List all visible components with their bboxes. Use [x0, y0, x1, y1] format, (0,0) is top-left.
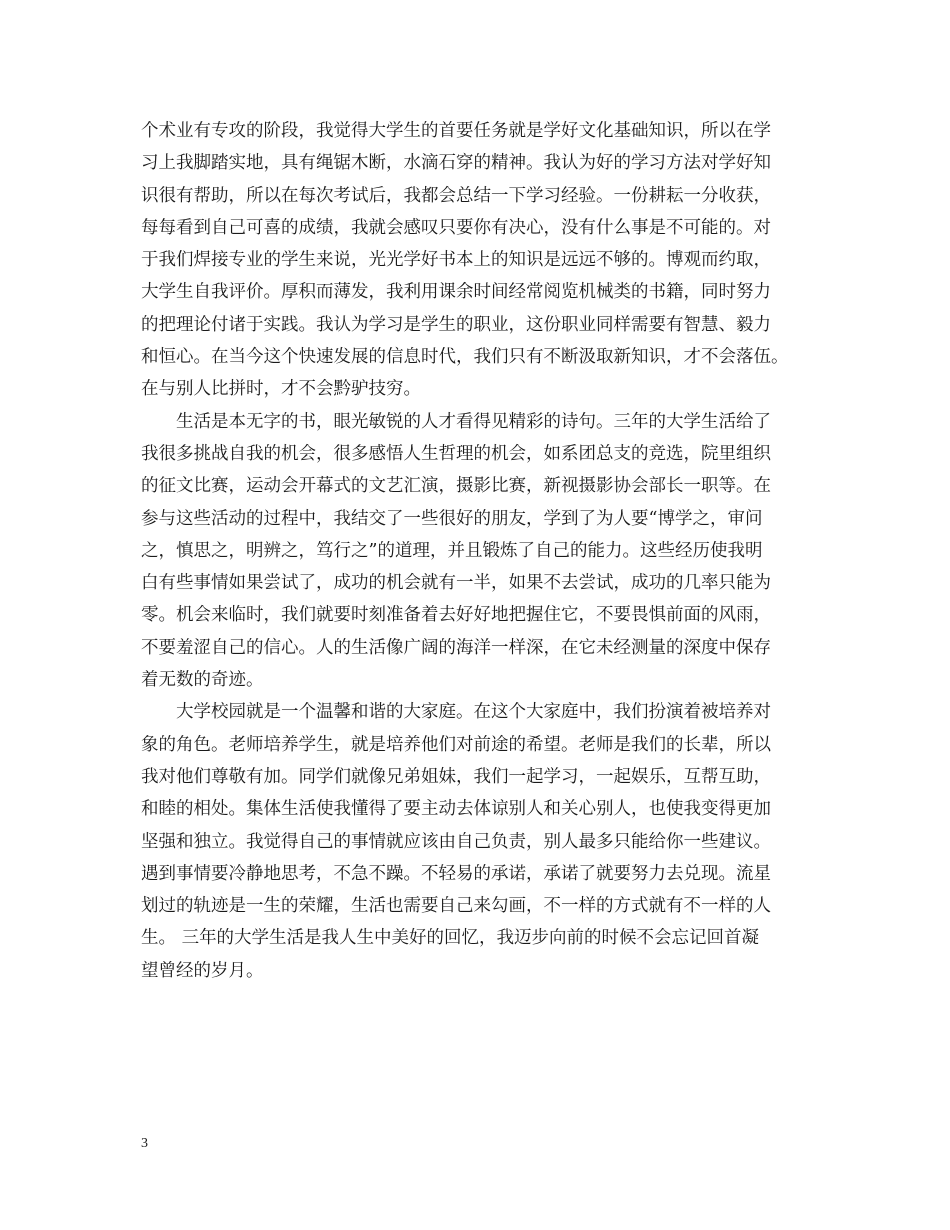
paragraph-1	[141, 115, 826, 406]
text-line: 我对他们尊敬有加。同学们就像兄弟姐妹，我们一起学习，一起娱乐，互帮互助，	[141, 766, 771, 787]
text-line: 坚强和独立。我觉得自己的事情就应该由自己负责，别人最多只能给你一些建议。	[141, 831, 771, 852]
text-line: 和睦的相处。集体生活使我懂得了要主动去体谅别人和关心别人，也使我变得更加	[141, 799, 771, 820]
text-line: 识很有帮助，所以在每次考试后，我都会总结一下学习经验。一份耕耘一分收获，	[141, 185, 771, 206]
text-line: 生活是本无字的书，眼光敏锐的人才看得见精彩的诗句。三年的大学生活给了	[176, 411, 771, 432]
text-line: 象的角色。老师培养学生，就是培养他们对前途的希望。老师是我们的长辈，所以	[141, 734, 771, 755]
text-line: 大学校园就是一个温馨和谐的大家庭。在这个大家庭中，我们扮演着被培养对	[176, 702, 771, 723]
text-line: 划过的轨迹是一生的荣耀，生活也需要自己来勾画，不一样的方式就有不一样的人	[141, 896, 771, 917]
text-line: 个术业有专攻的阶段，我觉得大学生的首要任务就是学好文化基础知识，所以在学	[141, 121, 771, 141]
text-line: 的把理论付诸于实践。我认为学习是学生的职业，这份职业同样需要有智慧、毅力	[141, 314, 771, 335]
text-line: 每每看到自己可喜的成绩，我就会感叹只要你有决心，没有什么事是不可能的。对	[141, 217, 771, 238]
paragraph-2	[141, 406, 826, 697]
text-line: 参与这些活动的过程中，我结交了一些很好的朋友，学到了为人要“博学之，审问	[141, 508, 763, 529]
text-line: 习上我脚踏实地，具有绳锯木断，水滴石穿的精神。我认为好的学习方法对学好知	[141, 153, 771, 174]
text-line: 生。 三年的大学生活是我人生中美好的回忆，我迈步向前的时候不会忘记回首凝	[141, 928, 760, 949]
paragraph-3	[141, 696, 826, 987]
text-line: 在与别人比拼时，才不会黔驴技穷。	[141, 379, 421, 400]
text-line: 零。机会来临时，我们就要时刻准备着去好好地把握住它，不要畏惧前面的风雨，	[141, 605, 771, 626]
text-line: 和恒心。在当今这个快速发展的信息时代，我们只有不断汲取新知识，才不会落伍。	[141, 347, 789, 368]
text-line: 着无数的奇迹。	[141, 670, 264, 691]
text-line: 不要羞涩自己的信心。人的生活像广阔的海洋一样深，在它未经测量的深度中保存	[141, 637, 771, 658]
text-line: 我很多挑战自我的机会，很多感悟人生哲理的机会，如系团总支的竞选，院里组织	[141, 443, 771, 464]
text-line: 遇到事情要冷静地思考，不急不躁。不轻易的承诺，承诺了就要努力去兑现。流星	[141, 863, 771, 884]
text-line: 大学生自我评价。厚积而薄发，我利用课余时间经常阅览机械类的书籍，同时努力	[141, 282, 771, 303]
text-line: 望曾经的岁月。	[141, 960, 264, 981]
text-line: 于我们焊接专业的学生来说，光光学好书本上的知识是远远不够的。博观而约取，	[141, 250, 771, 271]
text-line: 白有些事情如果尝试了，成功的机会就有一半，如果不去尝试，成功的几率只能为	[141, 573, 771, 594]
text-line: 之，慎思之，明辨之，笃行之”的道理，并且锻炼了自己的能力。这些经历使我明	[141, 540, 763, 561]
page-number: 3	[141, 1136, 148, 1151]
text-line: 的征文比赛，运动会开幕式的文艺汇演，摄影比赛，新视摄影协会部长一职等。在	[141, 476, 771, 497]
document-body	[141, 115, 826, 987]
